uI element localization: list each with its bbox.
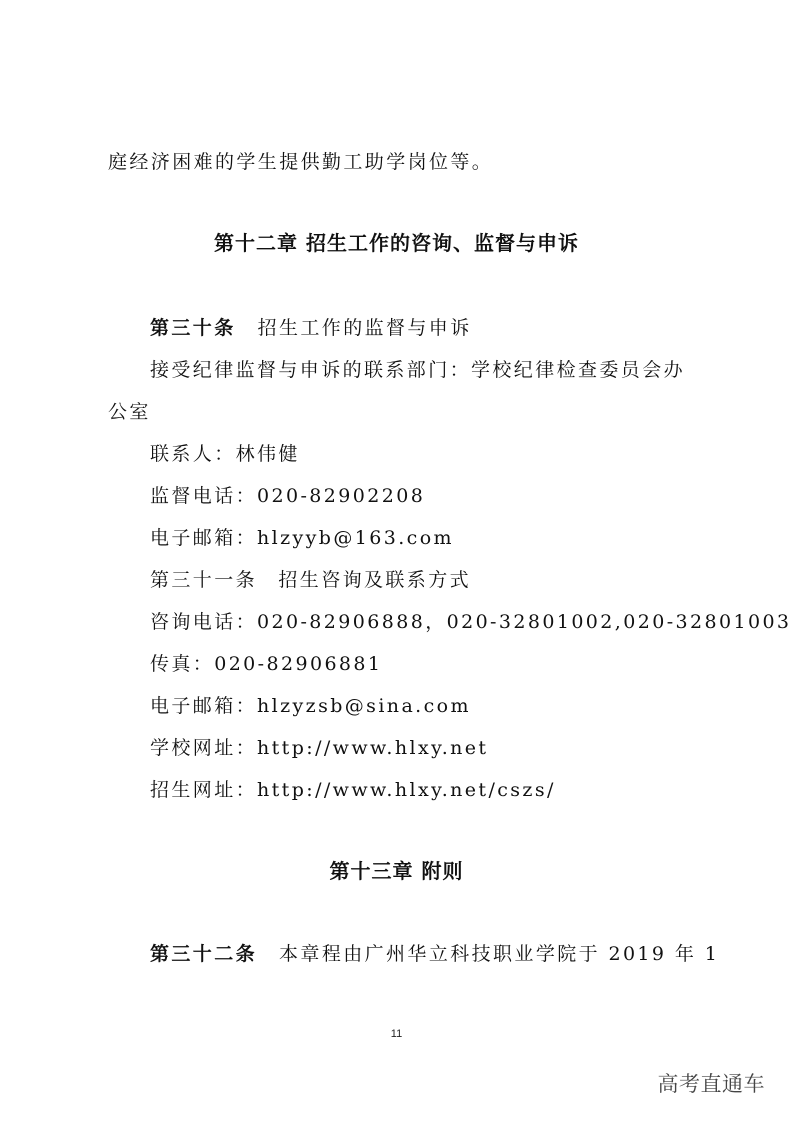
article-30-title: 招生工作的监督与申诉 [257, 317, 472, 339]
fax-number: 传真：020-82906881 [150, 653, 383, 675]
page-number: 11 [390, 1028, 403, 1040]
contact-dept-line-2: 公室 [108, 401, 151, 423]
consult-email: 电子邮箱：hlzyzsb@sina.com [150, 695, 471, 717]
admission-website: 招生网址：http://www.hlxy.net/cszs/ [150, 779, 556, 801]
supervision-phone: 监督电话：020-82902208 [150, 485, 426, 507]
article-32-label: 第三十二条 [150, 943, 258, 965]
chapter-12-heading: 第十二章 招生工作的咨询、监督与申诉 [214, 231, 579, 255]
supervision-email: 电子邮箱：hlzyyb@163.com [150, 527, 454, 549]
school-website: 学校网址：http://www.hlxy.net [150, 737, 489, 759]
article-32-line [150, 942, 719, 966]
article-30-label: 第三十条 [150, 317, 236, 339]
consult-phone: 咨询电话：020-82906888，020-32801002,020-32801003 [150, 611, 792, 633]
contact-dept-line-1: 接受纪律监督与申诉的联系部门：学校纪律检查委员会办 [150, 359, 686, 381]
continuation-paragraph: 庭经济困难的学生提供勤工助学岗位等。 [108, 151, 494, 173]
article-32-text: 本章程由广州华立科技职业学院于 2019 年 1 [279, 943, 720, 965]
chapter-13-heading: 第十三章 附则 [329, 859, 464, 883]
article-31-line: 第三十一条 招生咨询及联系方式 [150, 569, 472, 591]
article-30-line [150, 316, 472, 340]
contact-person: 联系人：林伟健 [150, 443, 300, 465]
watermark-logo: 高考直通车 [657, 1072, 765, 1096]
